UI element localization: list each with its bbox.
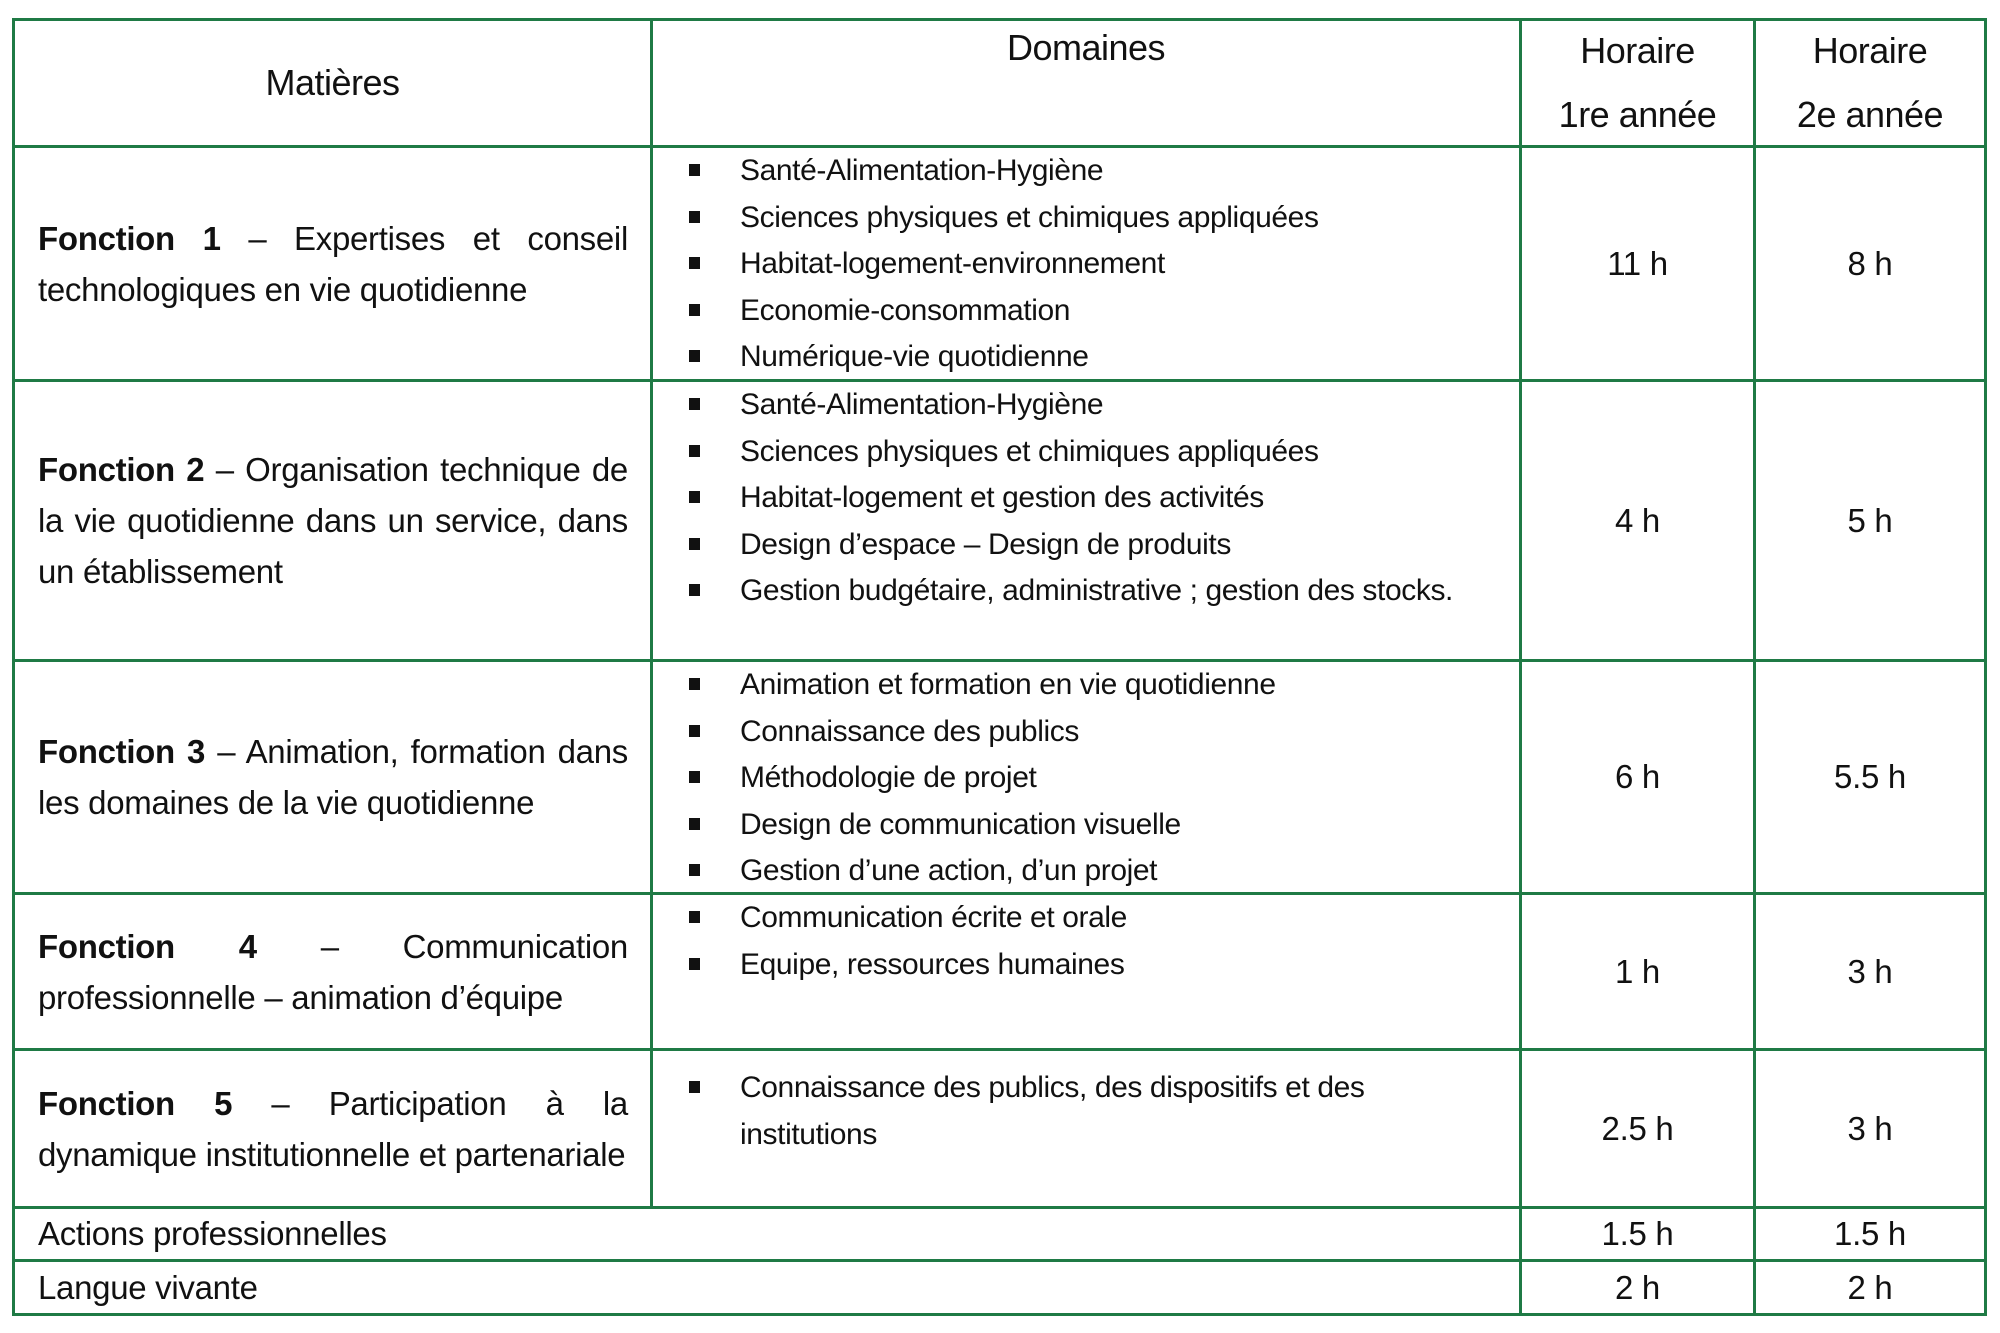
list-item xyxy=(653,709,1499,756)
square-bullet-icon xyxy=(689,818,700,830)
fonction-text: – Participation à la dynamique institutionnelle et partenariale xyxy=(38,1084,628,1173)
horaire-value: 2.5 h xyxy=(1601,1109,1674,1147)
horaire-value: 3 h xyxy=(1847,952,1893,990)
list-item xyxy=(653,241,1499,288)
table-row-fonction-1-horaire-1 xyxy=(1522,148,1753,379)
square-bullet-icon xyxy=(689,491,700,503)
header-matieres xyxy=(15,21,650,145)
fonction-label: Fonction 5 xyxy=(38,1084,233,1122)
square-bullet-icon xyxy=(689,771,700,783)
fonction-label: Fonction 1 xyxy=(38,219,221,257)
table-row-fonction-3-matiere xyxy=(15,662,650,892)
horaire-value: 2 h xyxy=(1847,1268,1893,1306)
domaine-text: Design de communication visuelle xyxy=(740,807,1181,841)
table-row-langue-vivante-label xyxy=(15,1262,1519,1313)
square-bullet-icon xyxy=(689,304,700,316)
square-bullet-icon xyxy=(689,911,700,923)
header-domaines-label: Domaines xyxy=(1006,27,1166,68)
horaire-value: 6 h xyxy=(1615,758,1660,795)
horaire-value: 11 h xyxy=(1607,244,1668,282)
domaine-text: Habitat-logement-environnement xyxy=(740,247,1165,280)
table-row-fonction-5-horaire-1 xyxy=(1522,1051,1753,1206)
list-item xyxy=(653,475,1499,522)
domaine-text: Sciences physiques et chimiques appliquées xyxy=(740,200,1319,234)
list-item xyxy=(653,662,1499,709)
header-horaire-2e-annee xyxy=(1756,21,1984,145)
header-domaines xyxy=(653,21,1519,145)
table-border-bottom xyxy=(12,1313,1987,1316)
fonction-text: – Animation, formation dans les domaines de la vie quotidienne xyxy=(38,733,628,821)
table-row-fonction-1-domaines xyxy=(653,148,1519,379)
domaine-text: Gestion d’une action, d’un projet xyxy=(740,854,1158,887)
list-item xyxy=(653,429,1499,476)
horaire-value: 4 h xyxy=(1615,501,1660,539)
domaine-text: Communication écrite et orale xyxy=(740,901,1127,934)
square-bullet-icon xyxy=(689,211,700,223)
domaine-text: Santé-Alimentation-Hygiène xyxy=(740,154,1104,187)
domaine-text: Connaissance des publics, des dispositifs et des institutions xyxy=(740,1071,1365,1151)
domaine-text: Habitat-logement et gestion des activités xyxy=(740,481,1264,514)
header-matieres-label: Matières xyxy=(265,62,400,103)
square-bullet-icon xyxy=(689,584,700,596)
list-item xyxy=(653,148,1499,195)
domaine-text: Connaissance des publics xyxy=(740,714,1079,748)
table-row-langue-vivante-horaire-2 xyxy=(1756,1262,1984,1313)
horaire-value: 8 h xyxy=(1847,244,1893,282)
list-item xyxy=(653,195,1499,242)
domaine-text: Design d’espace – Design de produits xyxy=(740,527,1231,561)
table-row-fonction-3-horaire-2 xyxy=(1756,662,1984,892)
domaines-list xyxy=(653,382,1499,615)
fonction-text: – Organisation technique de la vie quotidienne dans un service, dans un établissement xyxy=(38,451,628,590)
table-row-langue-vivante-horaire-1 xyxy=(1522,1262,1753,1313)
fonction-text: – Expertises et conseil technologiques en vie quotidienne xyxy=(38,219,628,308)
square-bullet-icon xyxy=(689,350,700,362)
fonction-label: Fonction 2 xyxy=(38,451,205,488)
horaire-value: 3 h xyxy=(1847,1109,1893,1147)
list-item xyxy=(653,522,1499,569)
table-row-fonction-4-matiere xyxy=(15,895,650,1048)
header-horaire2-line2: 2e année xyxy=(1796,94,1944,135)
list-item xyxy=(653,895,1499,942)
list-item xyxy=(653,942,1499,989)
list-item xyxy=(653,1065,1499,1158)
header-horaire-1re-annee xyxy=(1522,21,1753,145)
domaine-text: Méthodologie de projet xyxy=(740,761,1037,794)
horaire-value: 5 h xyxy=(1847,501,1893,539)
table-row-actions-professionnelles-horaire-1 xyxy=(1522,1209,1753,1259)
list-item xyxy=(653,334,1499,381)
domaine-text: Numérique-vie quotidienne xyxy=(740,340,1089,373)
domaines-list xyxy=(653,895,1499,988)
table-row-fonction-4-domaines xyxy=(653,895,1519,1048)
header-horaire1-line1: Horaire xyxy=(1580,30,1695,71)
horaire-value: 1.5 h xyxy=(1601,1215,1674,1252)
horaire-value: 5.5 h xyxy=(1834,758,1906,795)
square-bullet-icon xyxy=(689,725,700,737)
square-bullet-icon xyxy=(689,958,700,970)
table-row-fonction-3-domaines xyxy=(653,662,1519,892)
table-row-fonction-3-horaire-1 xyxy=(1522,662,1753,892)
square-bullet-icon xyxy=(689,257,700,269)
square-bullet-icon xyxy=(689,678,700,690)
table-row-fonction-2-matiere xyxy=(15,382,650,659)
fonction-label: Fonction 4 xyxy=(38,927,257,965)
table-row-fonction-2-domaines xyxy=(653,382,1519,659)
table-row-fonction-4-horaire-2 xyxy=(1756,895,1984,1048)
list-item xyxy=(653,288,1499,335)
domaine-text: Santé-Alimentation-Hygiène xyxy=(740,388,1104,421)
domaine-text: Gestion budgétaire, administrative ; gestion des stocks. xyxy=(740,574,1453,607)
table-row-fonction-5-domaines xyxy=(653,1051,1519,1206)
square-bullet-icon xyxy=(689,398,700,410)
square-bullet-icon xyxy=(689,445,700,457)
table-row-fonction-2-horaire-1 xyxy=(1522,382,1753,659)
table-row-fonction-2-horaire-2 xyxy=(1756,382,1984,659)
list-item xyxy=(653,755,1499,802)
table-border-right xyxy=(1984,18,1987,1316)
header-horaire2-line1: Horaire xyxy=(1812,30,1928,71)
domaine-text: Animation et formation en vie quotidienne xyxy=(740,668,1276,701)
row-label: Langue vivante xyxy=(38,1268,258,1306)
table-row-fonction-1-horaire-2 xyxy=(1756,148,1984,379)
curriculum-table xyxy=(12,18,1987,1315)
row-label: Actions professionnelles xyxy=(38,1215,387,1252)
horaire-value: 1 h xyxy=(1615,952,1660,990)
header-horaire1-line2: 1re année xyxy=(1558,94,1717,135)
list-item xyxy=(653,848,1499,895)
list-item xyxy=(653,802,1499,849)
horaire-value: 1.5 h xyxy=(1834,1215,1906,1252)
fonction-text: – Communication professionnelle – animation d’équipe xyxy=(38,927,628,1016)
square-bullet-icon xyxy=(689,1081,700,1093)
square-bullet-icon xyxy=(689,864,700,876)
fonction-label: Fonction 3 xyxy=(38,733,206,770)
table-row-actions-professionnelles-label xyxy=(15,1209,1519,1259)
table-row-fonction-1-matiere xyxy=(15,148,650,379)
domaine-text: Sciences physiques et chimiques appliquées xyxy=(740,434,1319,468)
horaire-value: 2 h xyxy=(1615,1268,1660,1306)
list-item xyxy=(653,382,1499,429)
table-row-fonction-4-horaire-1 xyxy=(1522,895,1753,1048)
list-item xyxy=(653,568,1499,615)
domaines-list xyxy=(653,662,1499,895)
table-row-fonction-5-matiere xyxy=(15,1051,650,1206)
domaines-list xyxy=(653,1065,1499,1158)
square-bullet-icon xyxy=(689,164,700,176)
table-row-actions-professionnelles-horaire-2 xyxy=(1756,1209,1984,1259)
domaine-text: Equipe, ressources humaines xyxy=(740,947,1125,981)
table-row-fonction-5-horaire-2 xyxy=(1756,1051,1984,1206)
domaines-list xyxy=(653,148,1499,381)
domaine-text: Economie-consommation xyxy=(740,293,1071,327)
square-bullet-icon xyxy=(689,538,700,550)
